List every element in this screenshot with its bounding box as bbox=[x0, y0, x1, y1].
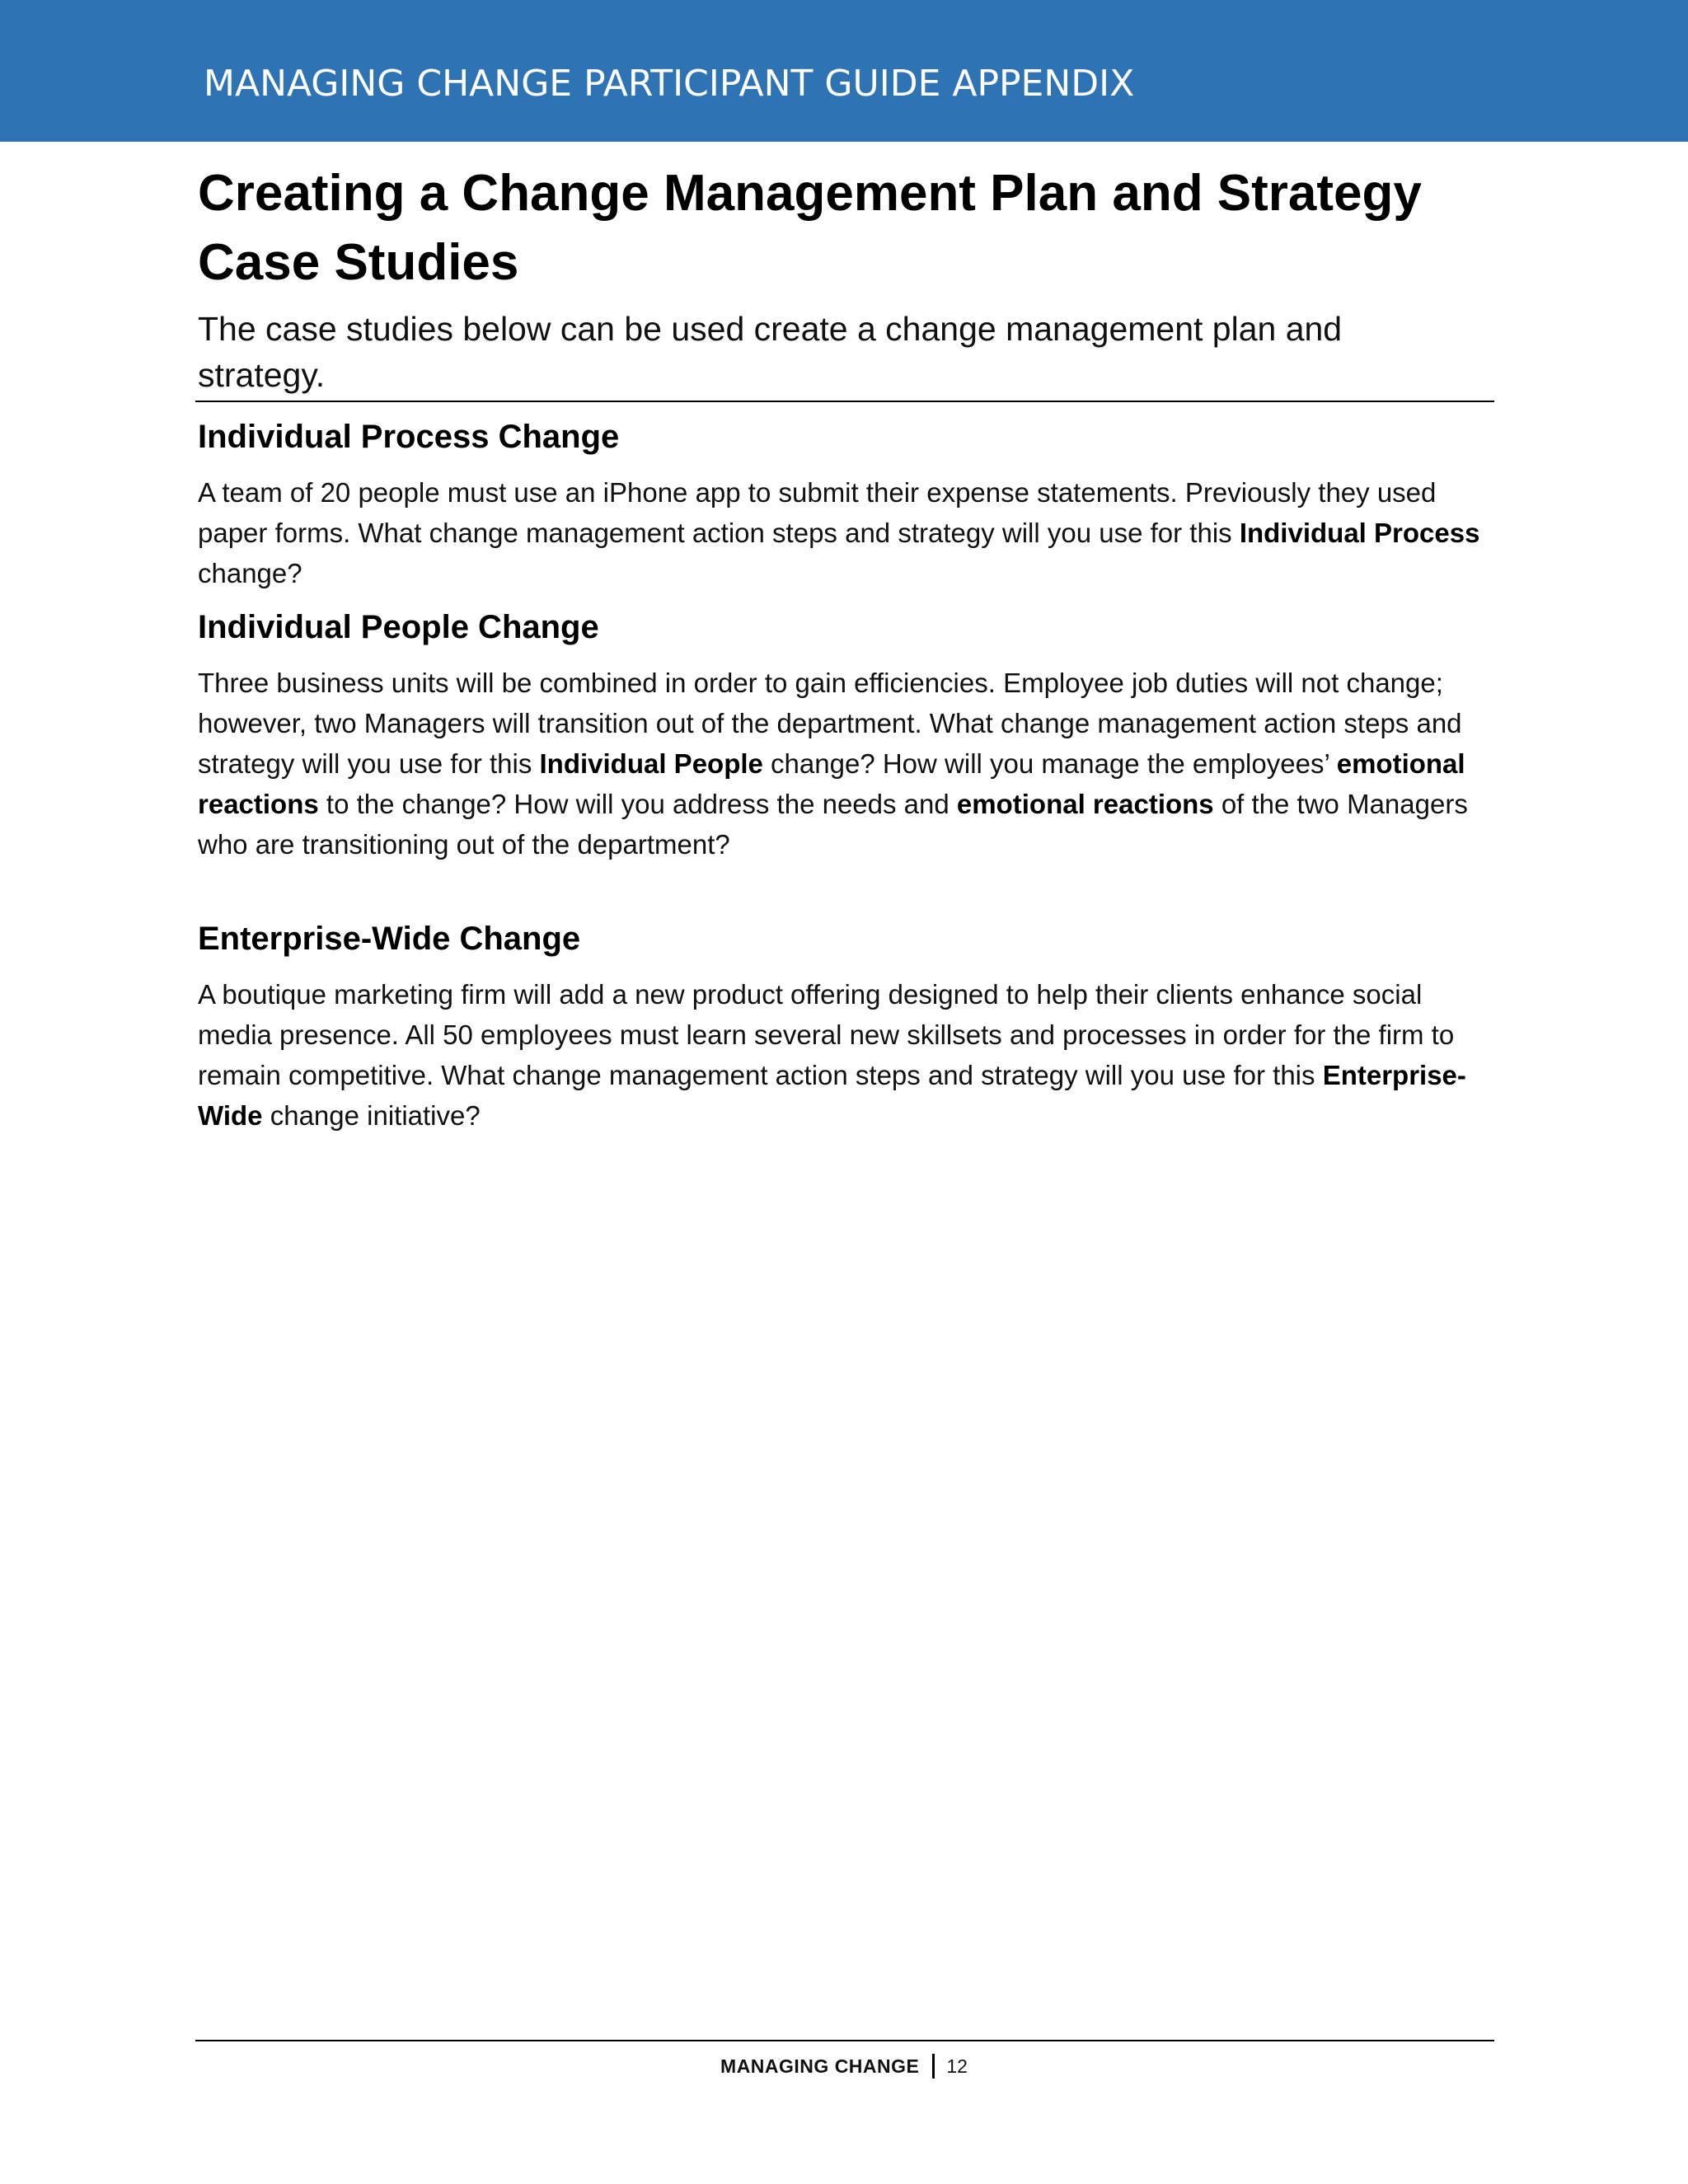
body-text: to the change? How will you address the needs and bbox=[318, 789, 957, 819]
body-text: change? bbox=[198, 558, 302, 588]
body-text: of the two Managers who are transitioning out of the department? bbox=[198, 789, 1468, 860]
section-heading-individual-people: Individual People Change bbox=[198, 609, 599, 645]
subtitle-divider bbox=[195, 401, 1494, 402]
footer-divider bbox=[195, 2040, 1494, 2041]
page-title: Creating a Change Management Plan and Strategy Case Studies bbox=[198, 165, 1422, 291]
body-text: A team of 20 people must use an iPhone app to submit their expense statements. Previously they used paper forms. What change management action steps and strategy will you use for this bbox=[198, 477, 1437, 548]
emphasized-text: Enterprise-Wide bbox=[198, 1060, 1466, 1131]
page-subtitle: The case studies below can be used create a change management plan and strategy. bbox=[198, 310, 1343, 394]
emphasized-text: emotional reactions bbox=[956, 789, 1214, 819]
header-title: MANAGING CHANGE PARTICIPANT GUIDE APPENDIX bbox=[204, 63, 1135, 105]
body-text: change? How will you manage the employees’ bbox=[762, 748, 1337, 779]
body-text: change initiative? bbox=[262, 1100, 481, 1131]
emphasized-text: Individual People bbox=[539, 748, 763, 779]
section-heading-individual-process: Individual Process Change bbox=[198, 419, 620, 455]
page-number: 12 bbox=[946, 2055, 968, 2077]
footer-separator bbox=[932, 2054, 935, 2079]
section-body-individual-people bbox=[198, 663, 1492, 865]
emphasized-text: emotional reactions bbox=[198, 748, 1465, 819]
body-text: Three business units will be combined in order to gain efficiencies. Employee job duties will not change; however, two Managers will transition out of the department. What change management action steps and strategy will you use for this bbox=[198, 668, 1462, 779]
page-footer bbox=[0, 2054, 1688, 2079]
section-heading-enterprise-wide: Enterprise-Wide Change bbox=[198, 921, 581, 957]
body-text: A boutique marketing firm will add a new product offering designed to help their clients enhance social media presence. All 50 employees must learn several new skillsets and processes in order for the firm to remain competitive. What change management action steps and strategy will you use for this bbox=[198, 979, 1455, 1090]
footer-label: MANAGING CHANGE bbox=[720, 2055, 920, 2077]
section-body-individual-process bbox=[198, 472, 1492, 593]
section-body-enterprise-wide bbox=[198, 974, 1492, 1136]
emphasized-text: Individual Process bbox=[1239, 518, 1480, 548]
header-band bbox=[0, 0, 1688, 142]
